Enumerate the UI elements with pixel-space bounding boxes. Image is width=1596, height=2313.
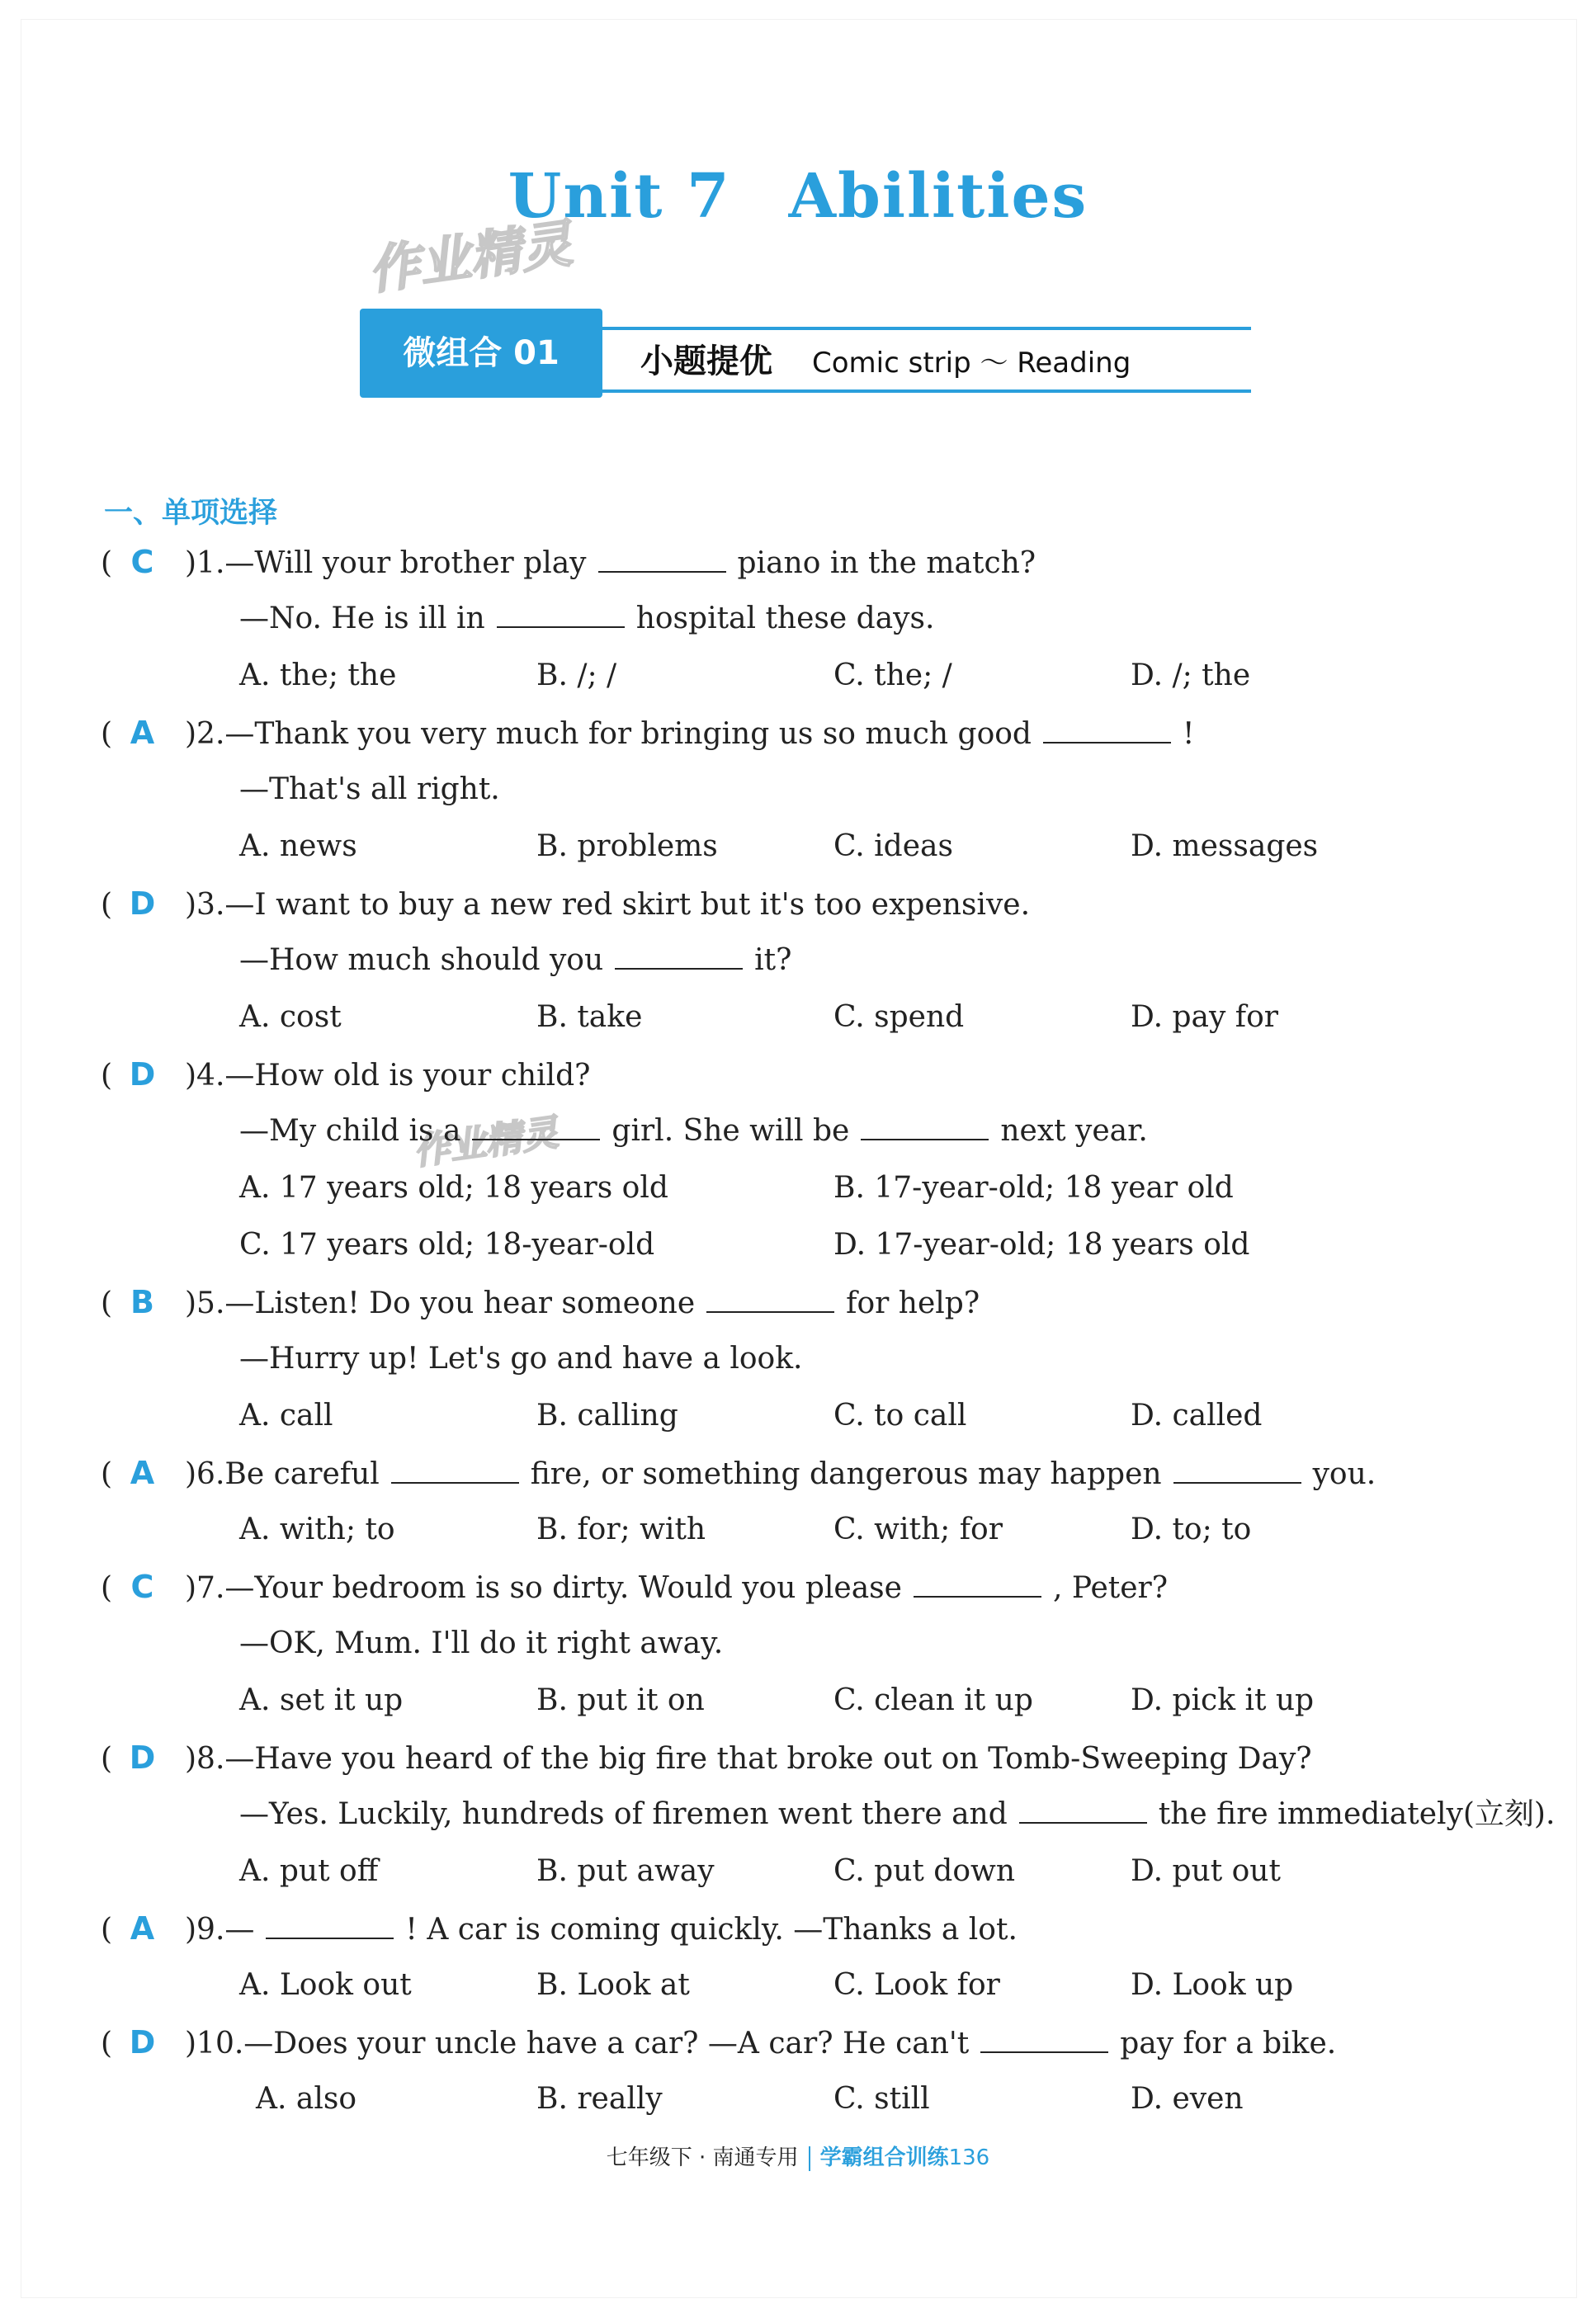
question-line <box>239 771 500 809</box>
question-line <box>239 1625 723 1663</box>
question-line <box>101 1909 1018 1949</box>
answer-option: A. also <box>256 2082 357 2116</box>
banner-subtitle-cn: 小题提优 <box>640 342 772 380</box>
question-text: —Will your brother play <box>224 546 587 580</box>
question-number: )2. <box>185 717 225 751</box>
answer-option: D. pay for <box>1131 1000 1278 1034</box>
question-text: the fire immediately(立刻). <box>1158 1797 1556 1831</box>
answer-option: D. 17-year-old; 18 years old <box>833 1228 1250 1262</box>
question-line <box>239 942 791 979</box>
answer-option: D. /; the <box>1131 658 1251 692</box>
answer-blank <box>615 943 743 970</box>
question-line <box>239 1340 802 1378</box>
question-number: )9. <box>185 1913 225 1947</box>
question-line <box>101 1568 1168 1607</box>
question-text: —Your bedroom is so dirty. Would you please <box>224 1571 902 1605</box>
answer-option: C. to call <box>833 1399 967 1433</box>
question-text: piano in the match? <box>737 546 1036 580</box>
answer-blank <box>1173 1457 1301 1484</box>
question-line <box>101 1454 1376 1494</box>
answer-option: C. spend <box>833 1000 965 1034</box>
question-text: —Listen! Do you hear someone <box>224 1286 696 1320</box>
answer-option: B. /; / <box>536 658 617 692</box>
answer-option: D. put out <box>1131 1854 1281 1888</box>
question-text: —No. He is ill in <box>239 602 485 635</box>
question-text: —Yes. Luckily, hundreds of firemen went there and <box>239 1797 1008 1831</box>
question-text: , Peter? <box>1052 1571 1169 1605</box>
answer-bracket: ( D <box>101 2023 185 2063</box>
answer-letter: C <box>130 1569 154 1605</box>
answer-option: A. Look out <box>239 1968 412 2002</box>
answer-option: B. Look at <box>536 1968 690 2002</box>
question-line <box>239 1112 1148 1150</box>
question-number: )8. <box>185 1742 225 1776</box>
watermark-logo: 作业精灵 <box>364 213 576 301</box>
answer-blank <box>266 1913 394 1939</box>
question-line <box>101 1739 1312 1778</box>
answer-option: B. for; with <box>536 1513 706 1546</box>
banner-subtitle-en: Comic strip ～ Reading <box>812 347 1131 380</box>
answer-blank <box>1019 1797 1147 1824</box>
answer-option: B. 17-year-old; 18 year old <box>833 1171 1234 1205</box>
answer-bracket: ( C <box>101 543 185 583</box>
question-text: pay for a bike. <box>1120 2027 1337 2060</box>
answer-bracket: ( D <box>101 885 185 924</box>
answer-letter: A <box>130 1455 155 1491</box>
answer-option: C. put down <box>833 1854 1016 1888</box>
question-text: for help? <box>846 1286 980 1320</box>
question-text: ! <box>1182 717 1195 751</box>
question-text: Be careful <box>224 1457 380 1491</box>
question-number: )6. <box>185 1457 225 1491</box>
answer-option: C. ideas <box>833 829 953 863</box>
question-text: —That's all right. <box>239 772 500 806</box>
section-banner <box>360 309 1251 401</box>
banner-rule <box>602 389 1251 393</box>
question-line <box>239 600 934 638</box>
answer-bracket: ( D <box>101 1739 185 1778</box>
answer-option: A. news <box>239 829 357 863</box>
answer-bracket: ( B <box>101 1283 185 1323</box>
answer-letter: A <box>130 715 155 751</box>
banner-rule <box>602 327 1251 330</box>
question-text: —My child is a <box>239 1114 461 1148</box>
footer-brand: 学霸组合训练 <box>819 2145 949 2170</box>
answer-blank <box>391 1457 519 1484</box>
answer-blank <box>861 1114 989 1140</box>
answer-option: A. put off <box>239 1854 379 1888</box>
answer-option: A. call <box>239 1399 333 1433</box>
question-line <box>101 714 1194 753</box>
answer-option: D. to; to <box>1131 1513 1252 1546</box>
question-text: hospital these days. <box>635 602 935 635</box>
question-text: it? <box>754 943 792 977</box>
answer-option: C. 17 years old; 18-year-old <box>239 1228 655 1262</box>
watermark-logo: 作业精灵 <box>410 1111 561 1173</box>
answer-blank <box>472 1114 600 1140</box>
question-number: )5. <box>185 1286 225 1320</box>
answer-bracket: ( D <box>101 1055 185 1095</box>
question-line <box>101 543 1036 583</box>
question-text: —Does your uncle have a car? —A car? He can't <box>243 2027 970 2060</box>
question-number: )10. <box>185 2027 244 2060</box>
unit-number: Unit 7 <box>508 161 731 232</box>
unit-title <box>0 161 1596 232</box>
answer-option: C. Look for <box>833 1968 1000 2002</box>
banner-subtitle <box>640 333 1131 389</box>
answer-blank <box>1043 717 1171 743</box>
question-text: —Hurry up! Let's go and have a look. <box>239 1342 803 1376</box>
question-text: —OK, Mum. I'll do it right away. <box>239 1626 724 1660</box>
answer-letter: D <box>129 1739 156 1776</box>
answer-option: A. the; the <box>239 658 397 692</box>
question-text: —How much should you <box>239 943 604 977</box>
answer-option: B. put away <box>536 1854 715 1888</box>
question-line <box>239 1796 1555 1834</box>
answer-option: B. calling <box>536 1399 678 1433</box>
question-text: —How old is your child? <box>224 1059 591 1093</box>
answer-option: D. called <box>1131 1399 1263 1433</box>
answer-option: C. the; / <box>833 658 952 692</box>
answer-option: C. with; for <box>833 1513 1003 1546</box>
answer-letter: D <box>129 1056 156 1093</box>
section-heading: 一、单项选择 <box>104 497 278 530</box>
question-text: you. <box>1312 1457 1376 1491</box>
answer-letter: B <box>130 1284 154 1320</box>
question-line <box>101 885 1030 924</box>
question-line <box>101 1283 980 1323</box>
question-text: ! A car is coming quickly. —Thanks a lot. <box>405 1913 1018 1947</box>
question-line <box>101 2023 1336 2063</box>
answer-option: A. set it up <box>239 1683 404 1717</box>
answer-blank <box>497 602 625 628</box>
question-text: girl. She will be <box>611 1114 850 1148</box>
question-text: — <box>224 1913 255 1947</box>
answer-option: C. clean it up <box>833 1683 1033 1717</box>
answer-blank <box>598 546 726 573</box>
question-number: )7. <box>185 1571 225 1605</box>
answer-bracket: ( C <box>101 1568 185 1607</box>
answer-letter: D <box>129 2024 156 2060</box>
answer-option: D. pick it up <box>1131 1683 1315 1717</box>
question-number: )1. <box>185 546 225 580</box>
answer-letter: D <box>129 885 156 922</box>
page-footer <box>0 2141 1596 2171</box>
answer-option: A. with; to <box>239 1513 395 1546</box>
question-text: —I want to buy a new red skirt but it's too expensive. <box>224 888 1031 922</box>
answer-option: D. Look up <box>1131 1968 1294 2002</box>
question-text: —Thank you very much for bringing us so much good <box>224 717 1032 751</box>
question-text: next year. <box>1000 1114 1148 1148</box>
answer-option: B. put it on <box>536 1683 705 1717</box>
answer-bracket: ( A <box>101 1909 185 1949</box>
question-text: —Have you heard of the big fire that broke out on Tomb-Sweeping Day? <box>224 1742 1312 1776</box>
question-text: fire, or something dangerous may happen <box>530 1457 1162 1491</box>
answer-blank <box>914 1571 1041 1598</box>
footer-divider <box>809 2146 810 2171</box>
answer-option: B. take <box>536 1000 643 1034</box>
answer-bracket: ( A <box>101 714 185 753</box>
answer-option: A. cost <box>239 1000 342 1034</box>
unit-name: Abilities <box>788 161 1088 232</box>
answer-letter: A <box>130 1910 155 1947</box>
question-line <box>101 1055 590 1095</box>
answer-option: D. messages <box>1131 829 1319 863</box>
page-number: 136 <box>948 2145 990 2170</box>
footer-grade: 七年级下 · 南通专用 <box>606 2145 799 2170</box>
answer-bracket: ( A <box>101 1454 185 1494</box>
answer-letter: C <box>130 544 154 580</box>
answer-option: B. really <box>536 2082 663 2116</box>
answer-option: C. still <box>833 2082 930 2116</box>
answer-option: B. problems <box>536 829 718 863</box>
answer-blank <box>980 2027 1108 2053</box>
answer-blank <box>706 1286 834 1313</box>
answer-option: D. even <box>1131 2082 1244 2116</box>
answer-option: A. 17 years old; 18 years old <box>239 1171 668 1205</box>
question-number: )4. <box>185 1059 225 1093</box>
question-number: )3. <box>185 888 225 922</box>
banner-label: 微组合 01 <box>360 309 602 398</box>
